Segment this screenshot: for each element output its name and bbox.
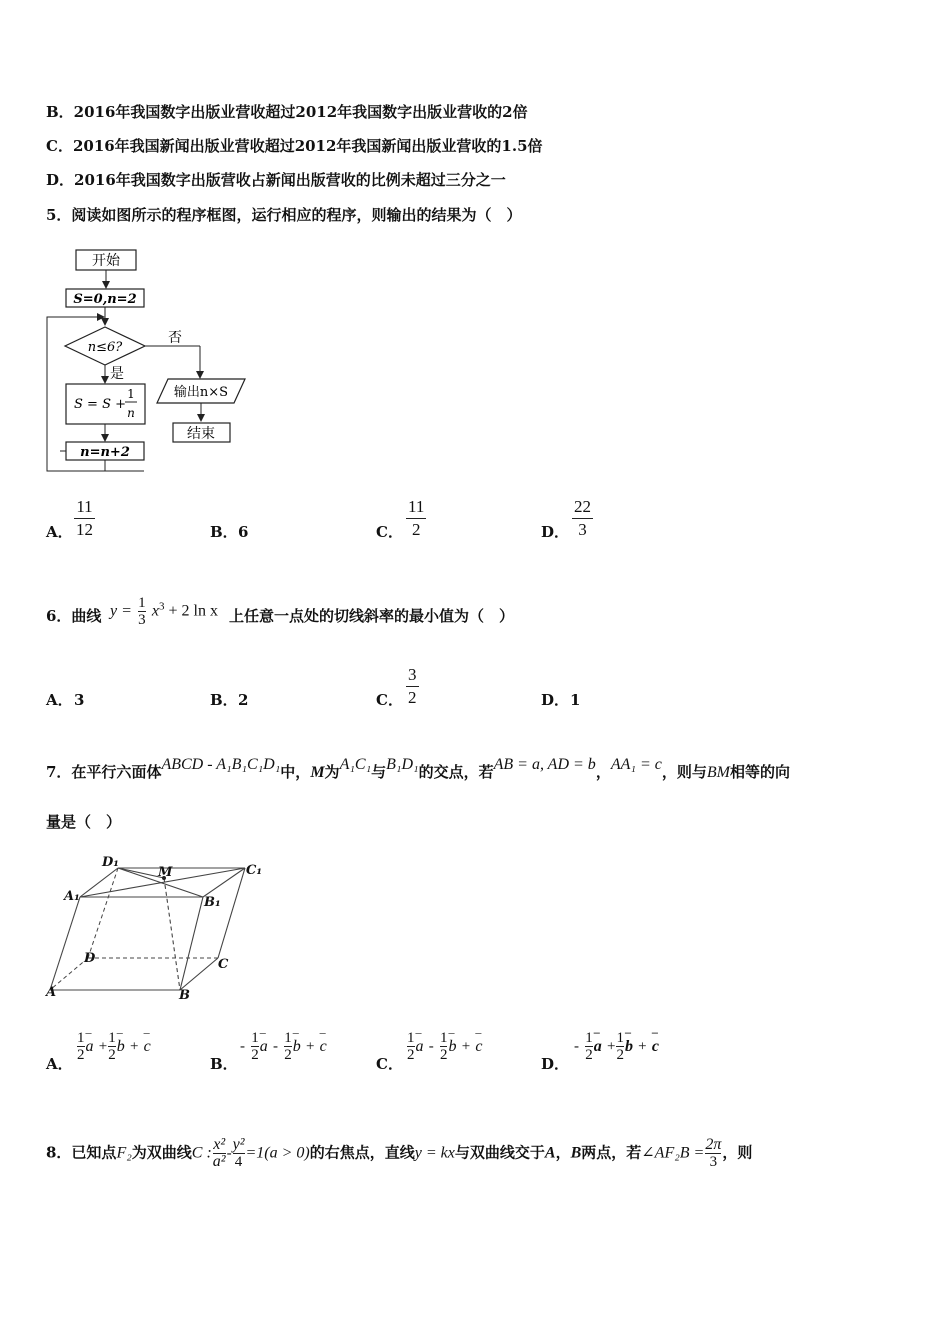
flow-init-text: S=0,n=2 [73, 292, 137, 307]
fig-label-c: C [218, 957, 229, 972]
q7-b-op1: - [272, 1038, 278, 1055]
q8-y2: y² [232, 1136, 245, 1153]
q7-a-vb: – b [117, 1038, 125, 1056]
fig-label-d: D [84, 951, 96, 966]
q6-c-num: 3 [408, 665, 417, 684]
flow-output-text: 输出n×S [173, 385, 229, 400]
q8-c-colon: C : [191, 1144, 212, 1162]
flow-update-text: n=n+2 [80, 445, 130, 460]
q7-c-d1: 2 [407, 1047, 415, 1063]
q7-p6: ， [595, 763, 611, 781]
fig-label-a: A [46, 985, 57, 1000]
q7-a-n1: 1 [77, 1030, 85, 1046]
q5-option-c-label: C． [376, 523, 403, 541]
q7-c-n2: 1 [439, 1030, 448, 1046]
q7-b-n2: 1 [284, 1030, 292, 1046]
q7-option-d-label: D． [541, 1055, 570, 1073]
flow-end-text: 结束 [187, 426, 215, 442]
q8-f2: F₂ [116, 1144, 132, 1162]
q5-option-a-label: A． [46, 523, 73, 541]
q8-eq: =1(a > 0) [245, 1144, 310, 1162]
q6-eq-num: 1 [138, 595, 146, 611]
q7-p4: 与 [371, 763, 387, 781]
q5-a-num: 11 [76, 497, 93, 516]
q7-p5: 的交点，若 [418, 763, 494, 781]
q6-option-c-fraction [406, 665, 419, 708]
q7-c-n1: 1 [407, 1030, 415, 1046]
q6-option-b-value: 2 [238, 691, 249, 709]
q8-a: A [544, 1144, 556, 1162]
q7-d-n1: 1 [585, 1030, 593, 1046]
q6-prefix: 6．曲线 [46, 607, 102, 625]
q7-b-n1: 1 [251, 1030, 259, 1046]
q5-flowchart [40, 245, 260, 480]
q8-p4: 与双曲线交于 [454, 1143, 545, 1162]
q7-option-c-label: C． [376, 1055, 403, 1073]
q7-d-d1: 2 [585, 1047, 593, 1063]
q7-stem [46, 756, 790, 783]
flow-no-label: 否 [168, 330, 182, 346]
q8-pi-den: 3 [709, 1154, 718, 1170]
q6-option-d-value: 1 [570, 691, 581, 709]
q7-c-frac2 [440, 1030, 448, 1063]
q5-d-num: 22 [574, 497, 591, 516]
q5-stem: 5．阅读如图所示的程序框图，运行相应的程序，则输出的结果为（ ） [46, 206, 522, 224]
q7-option-c-expr [406, 1030, 483, 1063]
q7-a-n2: 1 [108, 1030, 116, 1046]
q5-a-den: 12 [76, 520, 93, 539]
flow-body-den: n [127, 406, 135, 420]
q6-eq-exp: 3 [158, 600, 165, 613]
q5-option-b-label: B． [210, 523, 238, 541]
q7-c-op2: + [461, 1038, 471, 1055]
q7-p8: 相等的向 [729, 763, 790, 781]
q5-option-a-fraction [74, 497, 95, 540]
q7-option-b-expr [240, 1030, 327, 1063]
option-line-c: C．2016年我国新闻出版业营收超过2012年我国新闻出版业营收的1.5倍 [46, 137, 543, 155]
q7-d-d2: 2 [616, 1047, 624, 1063]
q8-b: B [570, 1144, 582, 1162]
q7-b-frac2 [284, 1030, 292, 1063]
q5-c-num: 11 [408, 497, 425, 516]
q8-line: y = kx [414, 1144, 455, 1162]
q8-x2: x² [213, 1136, 226, 1153]
option-line-d: D．2016年我国数字出版营收占新闻出版营收的比例未超过三分之一 [46, 171, 506, 189]
q7-a-op1: + [98, 1038, 108, 1055]
q7-ac: A₁C₁ [339, 756, 372, 773]
q8-frac-x [213, 1137, 226, 1170]
q7-b-va: – a [260, 1038, 268, 1056]
q6-option-a-label: A． [46, 691, 73, 709]
q7-b-vb: – b [293, 1038, 301, 1056]
q6-eq-tail: + 2 ln x [164, 602, 218, 620]
q7-b-vc: – c [320, 1038, 327, 1056]
q7-p2: 中， [280, 763, 311, 781]
q5-option-b-value: 6 [238, 523, 249, 541]
q7-bm: BM [706, 764, 730, 781]
q7-parallelepiped-figure [40, 850, 270, 1005]
q7-option-a-expr [76, 1030, 151, 1063]
q8-p5: 两点，若 [581, 1143, 642, 1162]
fig-label-b1: B₁ [204, 895, 221, 910]
fig-label-d1: D₁ [102, 855, 119, 870]
q8-stem [46, 1137, 752, 1170]
q7-d-vc: – c [652, 1038, 659, 1056]
q7-p1: 7．在平行六面体 [46, 763, 162, 781]
q6-option-b-label: B． [210, 691, 238, 709]
q7-c-va: – a [416, 1038, 424, 1056]
q7-d-op2: + [638, 1038, 647, 1055]
q7-c-vb: – b [448, 1038, 456, 1056]
q7-c-d2: 2 [439, 1047, 448, 1063]
fig-label-m: M [158, 865, 173, 880]
q7-b-d1: 2 [251, 1047, 259, 1063]
q6-option-a-value: 3 [74, 691, 85, 709]
q6-eq-den: 3 [138, 612, 146, 628]
fig-label-a1: A₁ [64, 889, 80, 904]
q7-d-op0: - [574, 1038, 579, 1055]
q8-p3: 的右焦点，直线 [309, 1143, 415, 1162]
q7-a-d2: 2 [108, 1047, 116, 1063]
q7-m: M [310, 764, 325, 781]
q8-p6: ，则 [722, 1143, 753, 1162]
q6-eq-y: y = [110, 602, 132, 620]
q8-frac-y [233, 1137, 245, 1170]
flow-body-text: S = S + [74, 397, 126, 412]
q7-d-va: – a [594, 1038, 602, 1056]
q8-p1: 8．已知点 [46, 1143, 117, 1162]
q8-frac-pi [705, 1137, 721, 1170]
q8-a2: a² [212, 1153, 226, 1170]
q7-p7: ，则与 [661, 763, 707, 781]
q7-d-frac1 [585, 1030, 593, 1063]
q6-c-den: 2 [408, 688, 417, 707]
q7-line2: 量是（ ） [46, 813, 122, 831]
q5-option-d-fraction [572, 497, 593, 540]
q6-suffix: 上任意一点处的切线斜率的最小值为（ ） [229, 607, 515, 625]
q7-d-n2: 1 [616, 1030, 624, 1046]
flow-body-num: 1 [127, 387, 135, 401]
q7-b-d2: 2 [284, 1047, 292, 1063]
option-line-b: B．2016年我国数字出版业营收超过2012年我国数字出版业营收的2倍 [46, 103, 528, 121]
q7-a-vc: – c [144, 1038, 151, 1056]
fig-label-b: B [179, 988, 190, 1003]
q7-bd: B₁D₁ [386, 756, 419, 773]
q7-solid: ABCD - A₁B₁C₁D₁ [161, 756, 281, 773]
q7-option-d-expr [574, 1030, 659, 1063]
q5-option-c-fraction [406, 497, 426, 540]
q7-d-op1: + [606, 1038, 616, 1055]
q6-option-c-label: C． [376, 691, 403, 709]
q7-c-op1: - [428, 1038, 434, 1055]
q7-d-vb: – b [625, 1038, 633, 1056]
q8-p2: 为双曲线 [131, 1143, 192, 1162]
flow-yes-label: 是 [110, 366, 124, 382]
q7-b-op2: + [305, 1038, 315, 1055]
q6-eq-x: x [151, 602, 159, 620]
flow-start-text: 开始 [92, 253, 120, 269]
q5-d-den: 3 [578, 520, 587, 539]
q6-option-d-label: D． [541, 691, 570, 709]
q7-option-a-label: A． [46, 1055, 73, 1073]
q7-a-frac2 [108, 1030, 116, 1063]
q7-cond: AB = a, AD = b [493, 756, 596, 773]
q7-a-op2: + [129, 1038, 139, 1055]
q8-pi-num: 2π [705, 1136, 722, 1153]
q6-equation [110, 595, 218, 628]
q8-four: 4 [234, 1154, 243, 1170]
fig-label-c1: C₁ [246, 863, 263, 878]
q7-a-d1: 2 [77, 1047, 85, 1063]
q8-minus: - [226, 1145, 232, 1162]
q7-aa: AA₁ = c [610, 756, 662, 773]
q7-option-b-label: B． [210, 1055, 238, 1073]
q7-b-frac1 [251, 1030, 259, 1063]
q7-a-frac1 [77, 1030, 85, 1063]
q5-option-d-label: D． [541, 523, 570, 541]
q7-d-frac2 [616, 1030, 624, 1063]
q7-b-op0: - [240, 1038, 245, 1055]
q8-angle: ∠AF₂B = [641, 1144, 705, 1162]
q6-eq-fraction [138, 595, 146, 628]
q7-p3: 为 [324, 763, 340, 781]
q8-comma: ， [555, 1143, 571, 1162]
q7-c-frac1 [407, 1030, 415, 1063]
q5-c-den: 2 [411, 520, 421, 539]
flow-condition-text: n≤6? [87, 340, 123, 355]
q7-c-vc: – c [475, 1038, 482, 1056]
q7-a-va: – a [86, 1038, 94, 1056]
